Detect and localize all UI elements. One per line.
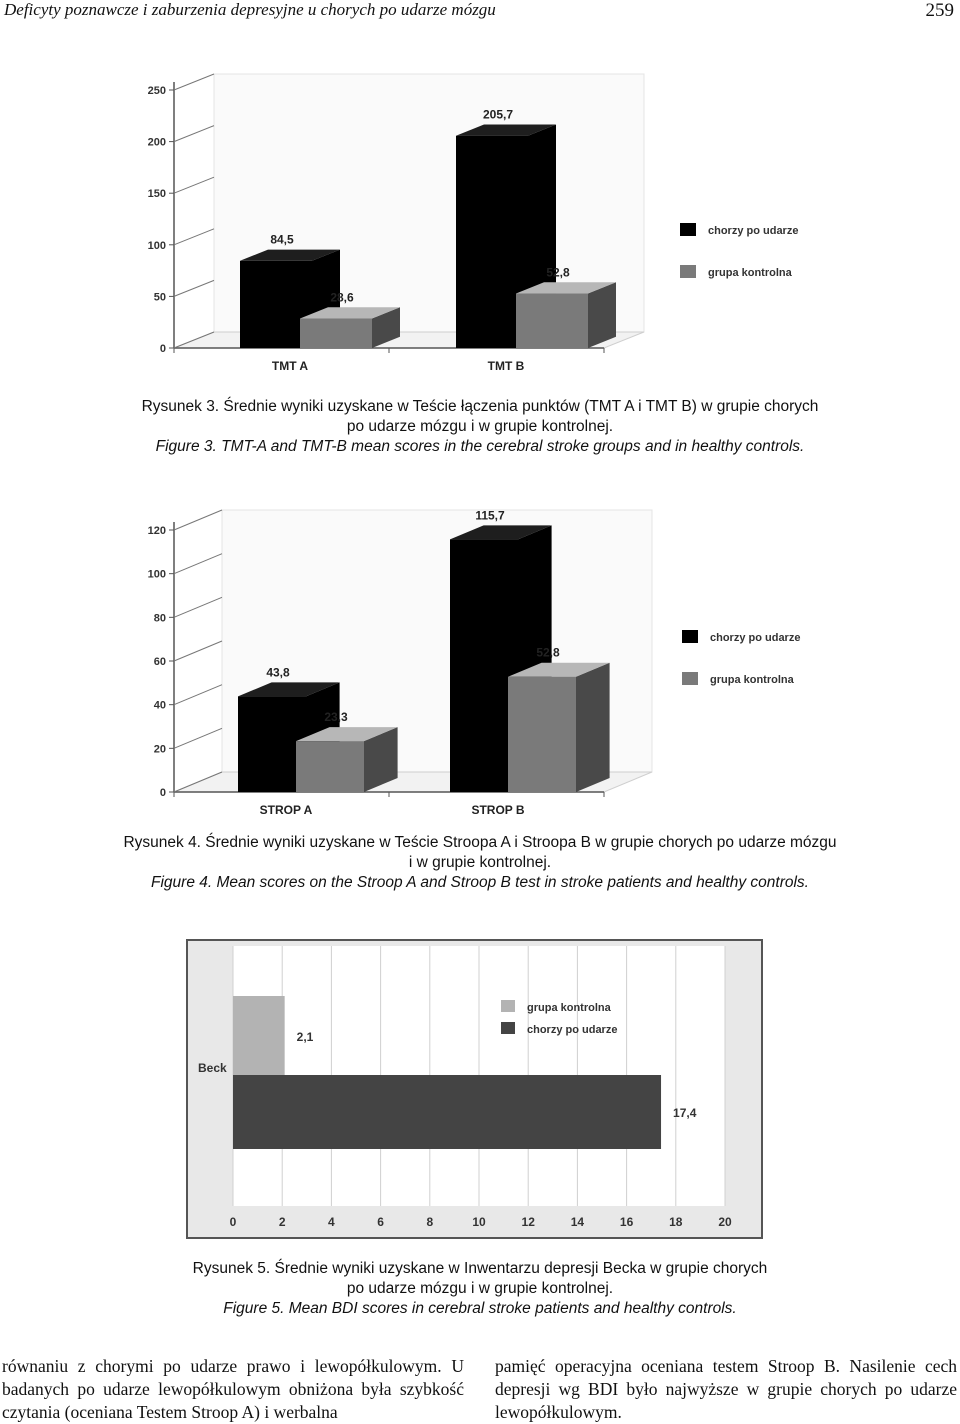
figure-5-caption-en: Figure 5. Mean BDI scores in cerebral stroke patients and healthy controls. bbox=[223, 1300, 737, 1317]
figure-3-caption-pl-2: po udarze mózgu i w grupie kontrolnej. bbox=[346, 418, 614, 435]
y-tick-label: 150 bbox=[147, 188, 166, 201]
y-tick-label: 50 bbox=[153, 291, 166, 304]
bar-value-label: 52,8 bbox=[546, 265, 570, 280]
category-label: STROP A bbox=[259, 803, 313, 817]
figure-4-caption bbox=[60, 833, 900, 893]
x-tick-label: 4 bbox=[328, 1215, 335, 1229]
body-left-text: równaniu z chorymi po udarze prawo i lewopółkulowym. U badanych po udarze lewopółkulowym obniżona była szybkość czytania (oceniana Testem Stroop A) i werbalna bbox=[2, 1356, 464, 1422]
running-title: Deficyty poznawcze i zaburzenia depresyjne u chorych po udarze mózgu bbox=[4, 0, 496, 19]
bar bbox=[296, 741, 364, 792]
legend-swatch bbox=[682, 630, 698, 643]
category-label: TMT A bbox=[271, 359, 309, 373]
bar bbox=[233, 996, 285, 1076]
bar-value-label: 2,1 bbox=[296, 1030, 314, 1044]
body-left-column bbox=[2, 1355, 464, 1424]
bar-value-label: 52,8 bbox=[536, 645, 560, 660]
y-tick-diagonal bbox=[174, 510, 222, 530]
figure-5-caption-pl-2: po udarze mózgu i w grupie kontrolnej. bbox=[346, 1280, 614, 1297]
bar bbox=[516, 294, 588, 348]
legend-label: grupa kontrolna bbox=[710, 674, 794, 686]
figure-4-caption-en: Figure 4. Mean scores on the Stroop A and Stroop B test in stroke patients and healthy controls. bbox=[151, 874, 809, 891]
x-tick-label: 6 bbox=[377, 1215, 384, 1229]
y-tick-label: 40 bbox=[153, 699, 166, 712]
y-tick-label: 80 bbox=[153, 612, 166, 625]
x-tick-label: 2 bbox=[278, 1215, 286, 1229]
figure-4-caption-pl-1: Rysunek 4. Średnie wyniki uzyskane w Teście Stroopa A i Stroopa B w grupie chorych po udarze mózgu bbox=[123, 834, 837, 851]
bar-value-label: 23,3 bbox=[324, 710, 348, 725]
x-tick-label: 18 bbox=[669, 1215, 683, 1229]
category-label: Beck bbox=[198, 1061, 227, 1075]
bar bbox=[238, 696, 306, 792]
bar-value-label: 28,6 bbox=[330, 290, 354, 305]
x-tick-label: 0 bbox=[229, 1215, 237, 1229]
page-number: 259 bbox=[925, 0, 954, 21]
y-tick-label: 0 bbox=[159, 787, 166, 799]
y-tick-label: 200 bbox=[147, 136, 166, 149]
bar bbox=[300, 318, 372, 348]
bar-value-label: 205,7 bbox=[482, 107, 514, 122]
legend-label: chorzy po udarze bbox=[710, 632, 801, 644]
figure-5-caption-pl-1: Rysunek 5. Średnie wyniki uzyskane w Inwentarzu depresji Becka w grupie chorych bbox=[192, 1260, 768, 1277]
legend-swatch bbox=[501, 1000, 515, 1012]
x-tick-label: 8 bbox=[426, 1215, 434, 1229]
y-tick-diagonal bbox=[174, 126, 214, 142]
bar bbox=[508, 677, 576, 792]
y-tick-label: 250 bbox=[147, 85, 166, 97]
bar-side-face bbox=[576, 663, 610, 792]
y-tick-diagonal bbox=[174, 229, 214, 245]
legend-swatch bbox=[680, 265, 696, 278]
x-tick-label: 20 bbox=[718, 1215, 732, 1229]
legend-label: grupa kontrolna bbox=[708, 267, 792, 279]
y-tick-diagonal bbox=[174, 685, 222, 705]
x-tick-label: 14 bbox=[570, 1215, 585, 1229]
y-tick-diagonal bbox=[174, 597, 222, 617]
y-tick-label: 60 bbox=[153, 656, 166, 668]
y-tick-label: 120 bbox=[147, 525, 166, 537]
body-right-column bbox=[495, 1355, 957, 1424]
body-right-text: pamięć operacyjna oceniana testem Stroop B. Nasilenie cech depresji wg BDI było najwyższe w grupie chorych po udarze lewopółkulowym. bbox=[495, 1356, 957, 1422]
bar-value-label: 43,8 bbox=[266, 665, 290, 680]
legend-label: chorzy po udarze bbox=[708, 225, 799, 237]
legend-swatch bbox=[680, 223, 696, 236]
figure-3-chart bbox=[120, 45, 840, 385]
legend-swatch bbox=[682, 672, 698, 685]
x-tick-label: 12 bbox=[521, 1215, 535, 1229]
legend-label: grupa kontrolna bbox=[527, 1002, 611, 1014]
y-tick-diagonal bbox=[174, 280, 214, 296]
figure-3-caption-en: Figure 3. TMT-A and TMT-B mean scores in the cerebral stroke groups and in healthy controls. bbox=[155, 438, 805, 455]
bar-side-face bbox=[588, 282, 616, 348]
category-label: TMT B bbox=[487, 359, 525, 373]
bar-value-label: 115,7 bbox=[475, 508, 505, 523]
figure-4-caption-pl-2: i w grupie kontrolnej. bbox=[408, 854, 552, 871]
y-tick-label: 0 bbox=[159, 343, 166, 355]
legend-label: chorzy po udarze bbox=[527, 1024, 618, 1036]
bar-value-label: 84,5 bbox=[270, 232, 294, 247]
figure-5-chart bbox=[185, 938, 765, 1240]
y-tick-diagonal bbox=[174, 728, 222, 748]
legend-swatch bbox=[501, 1022, 515, 1034]
bar-value-label: 17,4 bbox=[673, 1106, 697, 1120]
bar bbox=[450, 539, 518, 792]
y-tick-label: 20 bbox=[153, 743, 166, 756]
figure-4-chart bbox=[120, 488, 840, 818]
y-tick-diagonal bbox=[174, 641, 222, 661]
y-tick-diagonal bbox=[174, 177, 214, 193]
bar bbox=[233, 1075, 661, 1149]
y-tick-diagonal bbox=[174, 554, 222, 574]
y-tick-label: 100 bbox=[147, 568, 166, 581]
category-label: STROP B bbox=[471, 803, 525, 817]
figure-3-caption bbox=[60, 397, 900, 457]
x-tick-label: 10 bbox=[472, 1215, 486, 1229]
y-tick-diagonal bbox=[174, 74, 214, 90]
y-tick-label: 100 bbox=[147, 239, 166, 252]
x-tick-label: 16 bbox=[619, 1215, 634, 1229]
figure-3-caption-pl-1: Rysunek 3. Średnie wyniki uzyskane w Teście łączenia punktów (TMT A i TMT B) w grupie chorych bbox=[141, 398, 819, 415]
figure-5-caption bbox=[120, 1259, 840, 1319]
